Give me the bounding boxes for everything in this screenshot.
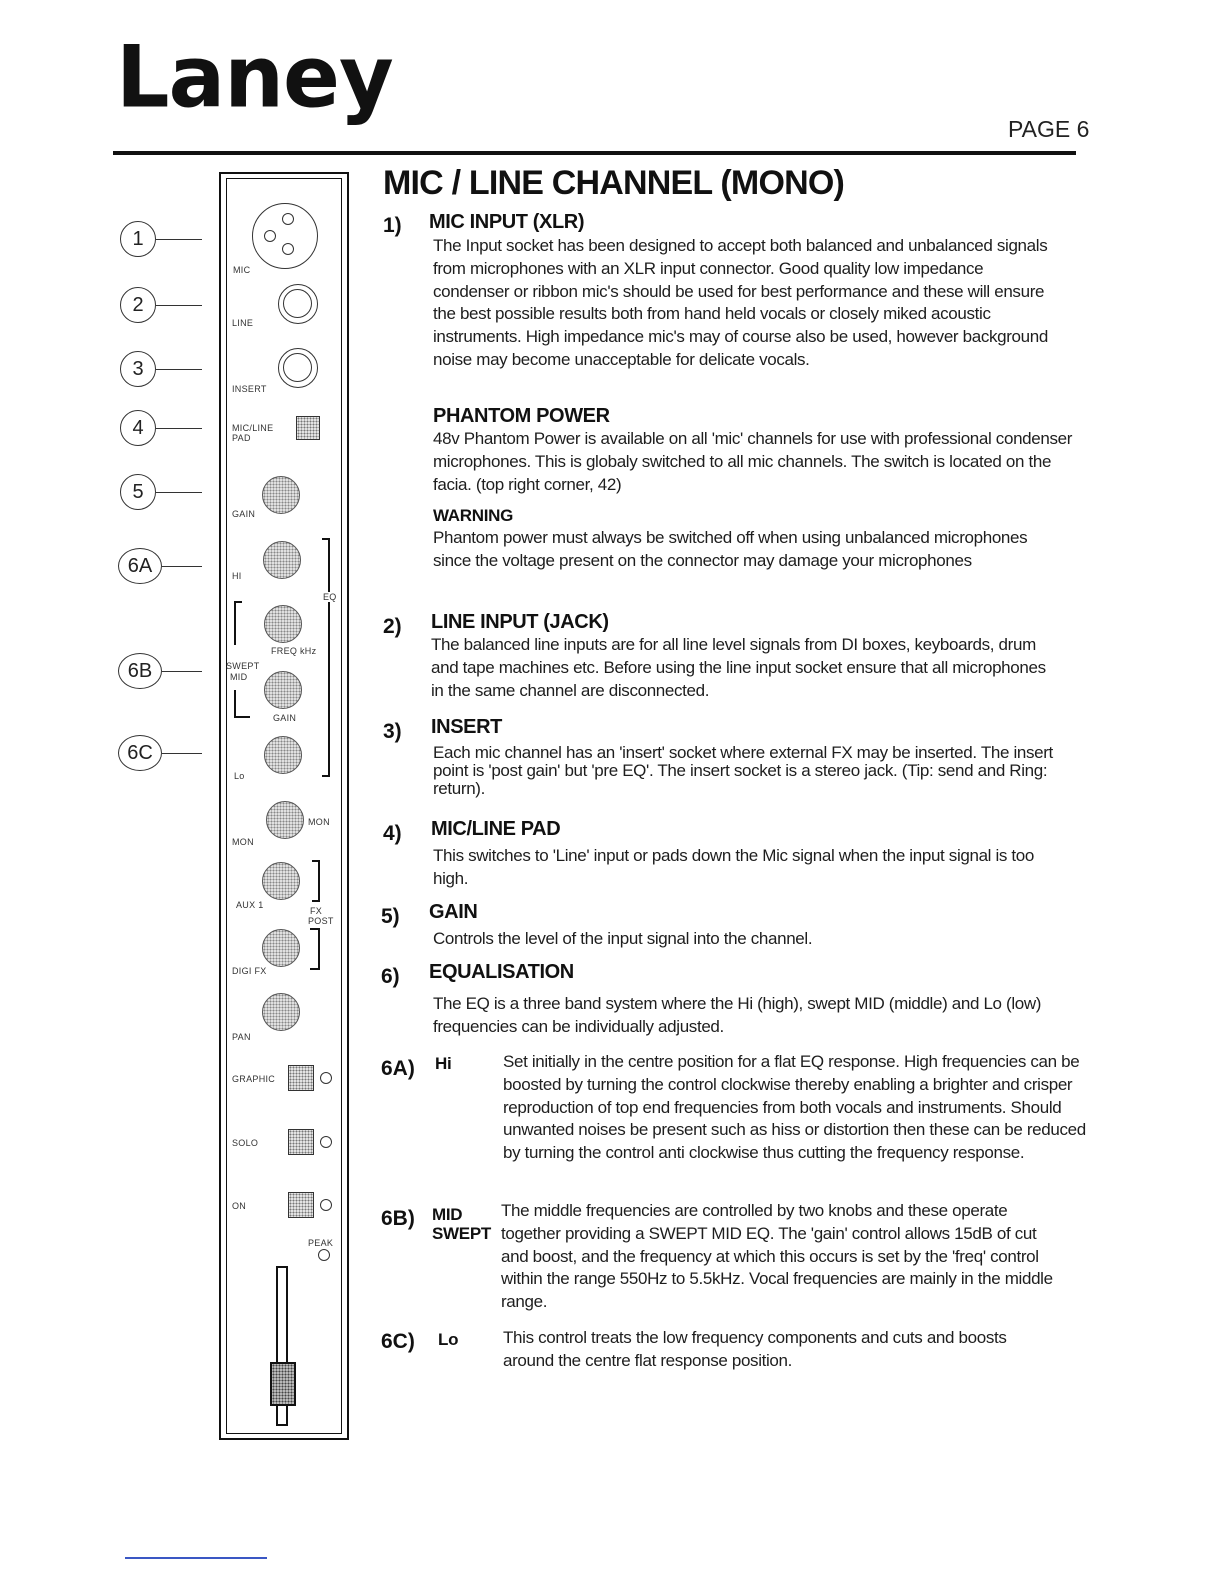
xlr-pin [264,230,276,242]
section-4-heading: MIC/LINE PAD [431,818,561,840]
eq-label: EQ [323,592,337,602]
callout-line [156,369,202,370]
gain-knob [262,476,300,514]
solo-led [320,1136,332,1148]
pan-knob [262,993,300,1031]
phantom-power-heading: PHANTOM POWER [433,405,610,427]
warning-heading: WARNING [433,506,514,525]
callout-line [156,239,202,240]
section-3-text: Each mic channel has an 'insert' socket where external FX may be inserted. The insert point is 'post gain' but 'pre EQ'. The insert socket is a stereo jack. (Tip: send and Ring: return). [433,743,1053,798]
on-led [320,1199,332,1211]
callout-line [156,305,202,306]
lo-eq-knob [264,736,302,774]
section-6a-label: Hi [435,1054,452,1073]
digi-fx-label: DIGI FX [232,966,267,976]
graphic-led [320,1072,332,1084]
fader-cap [270,1362,296,1406]
mid-bracket-bottom [234,690,250,718]
eq-bracket [322,538,330,777]
swept-label: SWEPT [226,661,260,671]
mic-line-pad-switch [296,416,320,440]
page-title: MIC / LINE CHANNEL (MONO) [383,164,845,202]
section-6c-text: This control treats the low frequency components and cuts and boosts around the centre flat response position. [503,1328,1007,1370]
mid-label: MID [230,672,248,682]
lo-label: Lo [234,771,245,781]
callout-5: 5 [120,474,156,510]
section-5-heading: GAIN [429,901,478,923]
section-6-heading: EQUALISATION [429,961,574,983]
callout-3: 3 [120,351,156,387]
section-6b-label-mid: MID [432,1205,463,1224]
callout-line [162,671,202,672]
section-3-number: 3) [383,720,402,743]
fx-bracket-bottom [310,928,320,970]
mic-line-label: MIC/LINE [232,423,274,433]
freq-khz-knob [264,605,302,643]
aux1-knob [262,862,300,900]
line-jack [278,284,318,324]
mic-label: MIC [233,265,251,275]
warning-text: Phantom power must always be switched off when using unbalanced microphones since the voltage present on the connector may damage your microphones [433,528,1028,570]
xlr-socket [252,203,318,269]
section-2-heading: LINE INPUT (JACK) [431,611,609,633]
section-5-number: 5) [381,905,400,928]
section-2-number: 2) [383,615,402,638]
callout-line [156,492,202,493]
hi-label: HI [232,571,242,581]
fx-label: FX [310,906,323,916]
solo-switch [288,1129,314,1155]
mid-gain-knob [264,671,302,709]
section-4-text: This switches to 'Line' input or pads down the Mic signal when the input signal is too high. [433,846,1035,888]
peak-led [318,1249,330,1261]
section-6-text: The EQ is a three band system where the Hi (high), swept MID (middle) and Lo (low) frequencies can be individually adjusted. [433,994,1042,1036]
mid-bracket-top [234,601,242,645]
mid-gain-label: GAIN [273,713,297,723]
peak-label: PEAK [308,1238,334,1248]
line-label: LINE [232,318,254,328]
section-1-heading: MIC INPUT (XLR) [429,211,585,233]
xlr-pin [282,243,294,255]
section-6a-text: Set initially in the centre position for a flat EQ response. High frequencies can be boosted by turning the control clockwise thereby enabling a brighter and crisper reproduction of top end frequencies from both vocals and instruments. Should unwanted noises be present such as hiss or distortion then these can be reduced by turning the control anti clockwise thus cutting the frequency response. [503,1052,1086,1163]
mon-label: MON [232,837,254,847]
solo-label: SOLO [232,1138,259,1148]
callout-6a: 6A [118,548,162,584]
section-5-text: Controls the level of the input signal into the channel. [433,929,813,948]
gain-label: GAIN [232,509,256,519]
on-label: ON [232,1201,247,1211]
laney-logo: Laney [116,27,393,127]
callout-6c: 6C [118,735,162,771]
callout-line [156,428,202,429]
pan-label: PAN [232,1032,251,1042]
aux1-label: AUX 1 [236,900,264,910]
pad-label: PAD [232,433,251,443]
hi-eq-knob [263,541,301,579]
callout-1: 1 [120,221,156,257]
section-6b-text: The middle frequencies are controlled by two knobs and these operate together providing a SWEPT MID EQ. The 'gain' control allows 15dB of cut and boost, and the frequency at which this occurs is set by the 'freq' control within the range 550Hz to 5.5kHz. Vocal frequencies are mainly in the middle range. [501,1201,1053,1312]
section-4-number: 4) [383,822,402,845]
section-6b-label-swept: SWEPT [432,1224,491,1243]
page-number: PAGE 6 [1008,116,1090,142]
mon-knob [266,801,304,839]
graphic-label: GRAPHIC [232,1074,276,1084]
callout-2: 2 [120,287,156,323]
post-label: POST [308,916,334,926]
callout-4: 4 [120,410,156,446]
section-6c-label: Lo [438,1330,459,1349]
section-6a-number: 6A) [381,1057,415,1080]
callout-line [162,753,202,754]
section-2-text: The balanced line inputs are for all line level signals from DI boxes, keyboards, drum and tape machines etc. Before using the line input socket ensure that all microphones in the same channel are disconnected. [431,635,1046,700]
section-1-number: 1) [383,214,402,237]
xlr-pin [282,213,294,225]
mon-label-right: MON [308,817,330,827]
callout-6b: 6B [118,653,162,689]
footer-link-underline [125,1557,267,1559]
callout-line [162,566,202,567]
digi-fx-knob [262,929,300,967]
on-switch [288,1192,314,1218]
section-1-text: The Input socket has been designed to accept both balanced and unbalanced signals from microphones with an XLR input connector. Good quality low impedance condenser or ribbon mic's should be used for best performance and these will ensure the best possible results both from hand held vocals or closely miked acoustic instruments. High impedance mic's may of course also be used, however background noise may become unacceptable for delicate vocals. [433,236,1048,369]
insert-jack [278,348,318,388]
graphic-switch [288,1065,314,1091]
fx-bracket-top [312,860,320,902]
freq-khz-label: FREQ kHz [271,646,317,656]
section-6b-number: 6B) [381,1207,415,1230]
header-rule [113,151,1076,155]
phantom-power-text: 48v Phantom Power is available on all 'mic' channels for use with professional condenser microphones. This is globaly switched to all mic channels. The switch is located on the facia. (top right corner, 42) [433,429,1073,494]
section-6c-number: 6C) [381,1330,415,1353]
section-3-heading: INSERT [431,716,502,738]
section-6-number: 6) [381,965,400,988]
insert-label: INSERT [232,384,267,394]
